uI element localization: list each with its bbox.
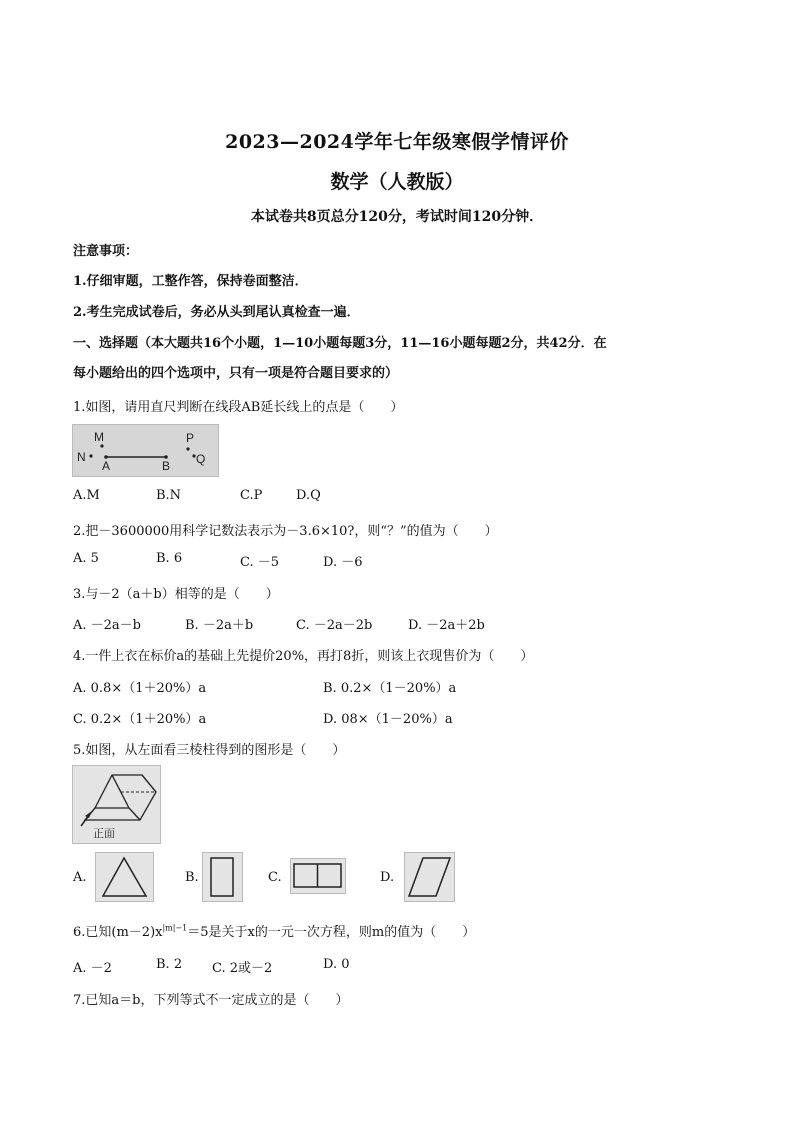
q5-option-d-parallelogram bbox=[404, 852, 455, 902]
q2-option-d: D. －6 bbox=[323, 555, 363, 570]
point-n bbox=[89, 454, 92, 457]
q2-option-c: C. －5 bbox=[240, 555, 280, 570]
q5-option-c-two-squares bbox=[290, 858, 346, 894]
q3-option-b: B. －2a＋b bbox=[185, 618, 254, 633]
q2-option-b: B. 6 bbox=[156, 551, 183, 566]
q4-option-c: C. 0.2×（1＋20%）a bbox=[73, 712, 207, 727]
label-b: B bbox=[162, 459, 171, 473]
question-6-stem: 6.已知$(m-2)x^{|m|-1}=5$是关于x的一元一次方程，则m的值为（ ） bbox=[73, 923, 476, 940]
front-label: 正面 bbox=[93, 828, 115, 840]
exam-title: 2023—2024学年七年级寒假学情评价 bbox=[225, 131, 569, 153]
q5-option-c: C. bbox=[268, 870, 282, 885]
q3-option-c: C. －2a－2b bbox=[296, 618, 373, 633]
label-q: Q bbox=[196, 452, 206, 466]
question-5-prism-figure bbox=[72, 765, 161, 844]
notes-heading: 注意事项： bbox=[73, 244, 139, 259]
section-heading-line1: 一、选择题（本大题共16个小题，1—10小题每题3分，11—16小题每题2分，共42分．在 bbox=[73, 336, 607, 351]
question-1-stem: 1.如图，请用直尺判断在线段AB延长线上的点是（ ） bbox=[73, 400, 404, 415]
exam-info: 本试卷共8页总分120分，考试时间120分钟． bbox=[250, 209, 544, 225]
q6-option-a: A. －2 bbox=[73, 961, 112, 976]
section-heading-line2: 每小题给出的四个选项中，只有一项是符合题目要求的） bbox=[73, 366, 399, 381]
label-m: M bbox=[94, 430, 104, 444]
question-7-stem: 7.已知a＝b，下列等式不一定成立的是（ ） bbox=[73, 993, 349, 1008]
q5-option-b: B. bbox=[185, 870, 199, 885]
q1-option-a: A.M bbox=[73, 488, 100, 503]
q1-option-d: D.Q bbox=[296, 488, 321, 503]
q4-option-a: A. 0.8×（1＋20%）a bbox=[73, 681, 207, 696]
exam-subtitle: 数学（人教版） bbox=[330, 171, 464, 193]
question-3-stem: 3.与－2（a＋b）相等的是（ ） bbox=[73, 587, 279, 602]
label-n: N bbox=[77, 450, 86, 464]
question-4-stem: 4.一件上衣在标价a的基础上先提价20%，再打8折，则该上衣现售价为（ ） bbox=[73, 649, 534, 664]
q1-option-b: B.N bbox=[156, 488, 182, 503]
point-p bbox=[186, 447, 189, 450]
q1-option-c: C.P bbox=[240, 488, 263, 503]
q5-option-a: A. bbox=[73, 870, 87, 885]
q4-option-d: D. 08×（1－20%）a bbox=[323, 712, 453, 727]
q6-option-c: C. 2或－2 bbox=[212, 961, 273, 976]
q5-option-a-triangle bbox=[95, 852, 154, 902]
q3-option-a: A. －2a－b bbox=[73, 618, 141, 633]
question-2-stem: 2.把－3600000用科学记数法表示为－3.6×10?，则“？”的值为（ ） bbox=[73, 524, 498, 539]
label-p: P bbox=[186, 431, 195, 445]
q5-option-d: D. bbox=[380, 870, 395, 885]
note-item-1: 1.仔细审题，工整作答，保持卷面整洁． bbox=[73, 274, 308, 289]
q2-option-a: A. 5 bbox=[73, 551, 99, 566]
q4-option-b: B. 0.2×（1－20%）a bbox=[323, 681, 457, 696]
label-a: A bbox=[102, 459, 111, 473]
point-m bbox=[100, 444, 103, 447]
q6-option-b: B. 2 bbox=[156, 957, 183, 972]
q5-option-b-rectangle bbox=[202, 852, 243, 902]
question-5-stem: 5.如图，从左面看三棱柱得到的图形是（ ） bbox=[73, 743, 346, 758]
note-item-2: 2.考生完成试卷后，务必从头到尾认真检查一遍． bbox=[73, 305, 360, 320]
q3-option-d: D. －2a＋2b bbox=[408, 618, 485, 633]
q6-option-d: D. 0 bbox=[323, 957, 350, 972]
question-1-figure bbox=[72, 424, 219, 477]
